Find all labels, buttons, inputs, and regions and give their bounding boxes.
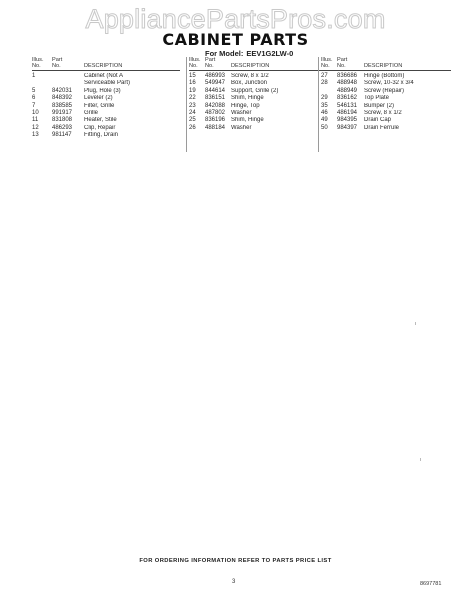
illus-no: 49 xyxy=(321,117,328,124)
part-header-no: No. xyxy=(52,63,61,69)
column-header xyxy=(189,57,323,69)
illus-header-no: No. xyxy=(32,63,41,69)
description: Bumper (2) xyxy=(364,102,395,109)
part-no xyxy=(52,73,84,80)
part-no: 546131 xyxy=(337,102,358,109)
part-no: 991917 xyxy=(52,110,73,117)
table-row xyxy=(32,103,180,110)
illus-no: 23 xyxy=(189,102,196,109)
illus-no: 7 xyxy=(32,102,36,109)
part-no: 486993 xyxy=(205,73,226,79)
illus-no: 10 xyxy=(32,110,39,117)
part-no: 984397 xyxy=(337,124,358,131)
part-no: 488949 xyxy=(337,87,358,94)
illus-no: 16 xyxy=(189,80,196,87)
description: Grille xyxy=(84,110,99,117)
part-header-top: Part xyxy=(205,57,216,63)
table-row xyxy=(321,95,451,102)
page-title: CABINET PARTS xyxy=(162,30,309,49)
illus-no: 24 xyxy=(189,110,196,117)
description: Screw, 8 x 1/2 xyxy=(231,73,269,79)
part-no: 831808 xyxy=(52,117,73,124)
table-row xyxy=(321,125,451,132)
description: Filter, Grille xyxy=(84,102,115,109)
illus-no: 15 xyxy=(189,73,196,79)
parts-column-3 xyxy=(318,57,451,152)
description: Screw, 10-32 x 3/4 xyxy=(364,80,414,87)
table-row xyxy=(321,73,451,80)
description: Hinge (Bottom) xyxy=(364,73,405,79)
table-row xyxy=(189,95,323,102)
illus-no: 29 xyxy=(321,95,328,102)
illus-no: 50 xyxy=(321,124,328,131)
table-row xyxy=(32,80,180,87)
description: Washer xyxy=(231,124,252,131)
site-watermark: AppliancePartsPros.com xyxy=(85,4,386,34)
illus-no: 35 xyxy=(321,102,328,109)
model-value: EEV1G2LW-0 xyxy=(246,49,294,58)
table-row xyxy=(32,117,180,124)
table-row xyxy=(189,80,323,87)
description: Fitting, Drain xyxy=(84,132,119,139)
illus-header-no: No. xyxy=(189,63,198,69)
illus-no: 12 xyxy=(32,124,39,131)
part-no: 844614 xyxy=(205,87,226,94)
header-rule xyxy=(32,70,180,71)
part-no: 984395 xyxy=(337,117,358,124)
part-no: 836196 xyxy=(205,117,226,124)
illus-no: 26 xyxy=(189,124,196,131)
column-header xyxy=(321,57,451,69)
illus-no: 22 xyxy=(189,95,196,102)
illus-no: 28 xyxy=(321,80,328,87)
description: Shim, Hinge xyxy=(231,95,264,102)
illus-no: 5 xyxy=(32,87,36,94)
column-header xyxy=(32,57,180,69)
description: Plug, Hole (3) xyxy=(84,87,121,94)
table-row xyxy=(321,80,451,87)
table-row xyxy=(189,117,323,124)
description: Drain Cap xyxy=(364,117,392,124)
parts-column-2 xyxy=(186,57,323,152)
table-row xyxy=(321,88,451,95)
description: Shim, Hinge xyxy=(231,117,264,124)
table-row xyxy=(32,125,180,132)
illus-no xyxy=(321,88,337,95)
part-no: 549947 xyxy=(205,80,226,87)
table-row xyxy=(189,103,323,110)
description: Screw, 8 x 1/2 xyxy=(364,110,402,117)
description: Drain Ferrule xyxy=(364,124,400,131)
illus-no: 27 xyxy=(321,73,328,79)
table-row xyxy=(32,73,180,80)
header-rule xyxy=(189,70,323,71)
table-row xyxy=(32,95,180,102)
illus-no: 13 xyxy=(32,132,39,139)
description: Washer xyxy=(231,110,252,117)
part-header-no: No. xyxy=(337,63,346,69)
parts-column-1 xyxy=(32,57,180,140)
illus-header-top: Illus. xyxy=(32,57,44,63)
description: Heater, Stile xyxy=(84,117,117,124)
part-no: 487802 xyxy=(205,110,226,117)
table-row xyxy=(321,110,451,117)
ordering-note: FOR ORDERING INFORMATION REFER TO PARTS PRICE LIST xyxy=(139,558,332,564)
part-no: 842031 xyxy=(52,87,73,94)
table-row xyxy=(189,73,323,80)
illus-no: 46 xyxy=(321,110,328,117)
part-no: 836686 xyxy=(337,73,358,79)
scan-speck xyxy=(415,322,416,325)
description: Leveler (2) xyxy=(84,95,113,102)
illus-no: 19 xyxy=(189,87,196,94)
document-code: 8697781 xyxy=(420,581,442,587)
description: Top Plate xyxy=(364,95,390,102)
part-no: 486194 xyxy=(337,110,358,117)
part-no: 838585 xyxy=(52,102,73,109)
part-header-no: No. xyxy=(205,63,214,69)
part-no: 981147 xyxy=(52,132,72,139)
header-rule xyxy=(321,70,451,71)
description: Box, Junction xyxy=(231,80,268,87)
part-no: 488948 xyxy=(337,80,358,87)
description: Cabinet (Not A xyxy=(84,73,124,79)
part-no: 836151 xyxy=(205,95,226,102)
description: Hinge, Top xyxy=(231,102,260,109)
description-header: DESCRIPTION xyxy=(364,63,403,69)
table-row xyxy=(321,103,451,110)
description: Support, Grille (2) xyxy=(231,87,279,94)
part-no: 836162 xyxy=(337,95,358,102)
description: Screw (Repair) xyxy=(364,87,405,94)
description: Serviceable Part) xyxy=(84,80,131,87)
illus-header-no: No. xyxy=(321,63,330,69)
table-row xyxy=(321,117,451,124)
part-header-top: Part xyxy=(52,57,63,63)
part-no: 842088 xyxy=(205,102,226,109)
part-no xyxy=(52,80,84,87)
part-no: 488184 xyxy=(205,124,226,131)
description: Clip, Repair xyxy=(84,124,116,131)
part-header-top: Part xyxy=(337,57,348,63)
table-row xyxy=(32,132,180,139)
table-row xyxy=(189,110,323,117)
illus-no: 25 xyxy=(189,117,196,124)
illus-header-top: Illus. xyxy=(189,57,201,63)
scan-speck xyxy=(420,458,421,461)
table-row xyxy=(189,125,323,132)
table-row xyxy=(32,110,180,117)
page-number: 3 xyxy=(232,579,236,585)
part-no: 848392 xyxy=(52,95,73,102)
table-row xyxy=(189,88,323,95)
illus-header-top: Illus. xyxy=(321,57,333,63)
description-header: DESCRIPTION xyxy=(84,63,123,69)
illus-no xyxy=(32,80,52,87)
illus-no: 1 xyxy=(32,73,36,79)
illus-no: 6 xyxy=(32,95,36,102)
part-no: 486293 xyxy=(52,124,73,131)
illus-no: 11 xyxy=(32,117,39,124)
model-label: For Model: xyxy=(205,49,244,58)
table-row xyxy=(32,88,180,95)
description-header: DESCRIPTION xyxy=(231,63,270,69)
